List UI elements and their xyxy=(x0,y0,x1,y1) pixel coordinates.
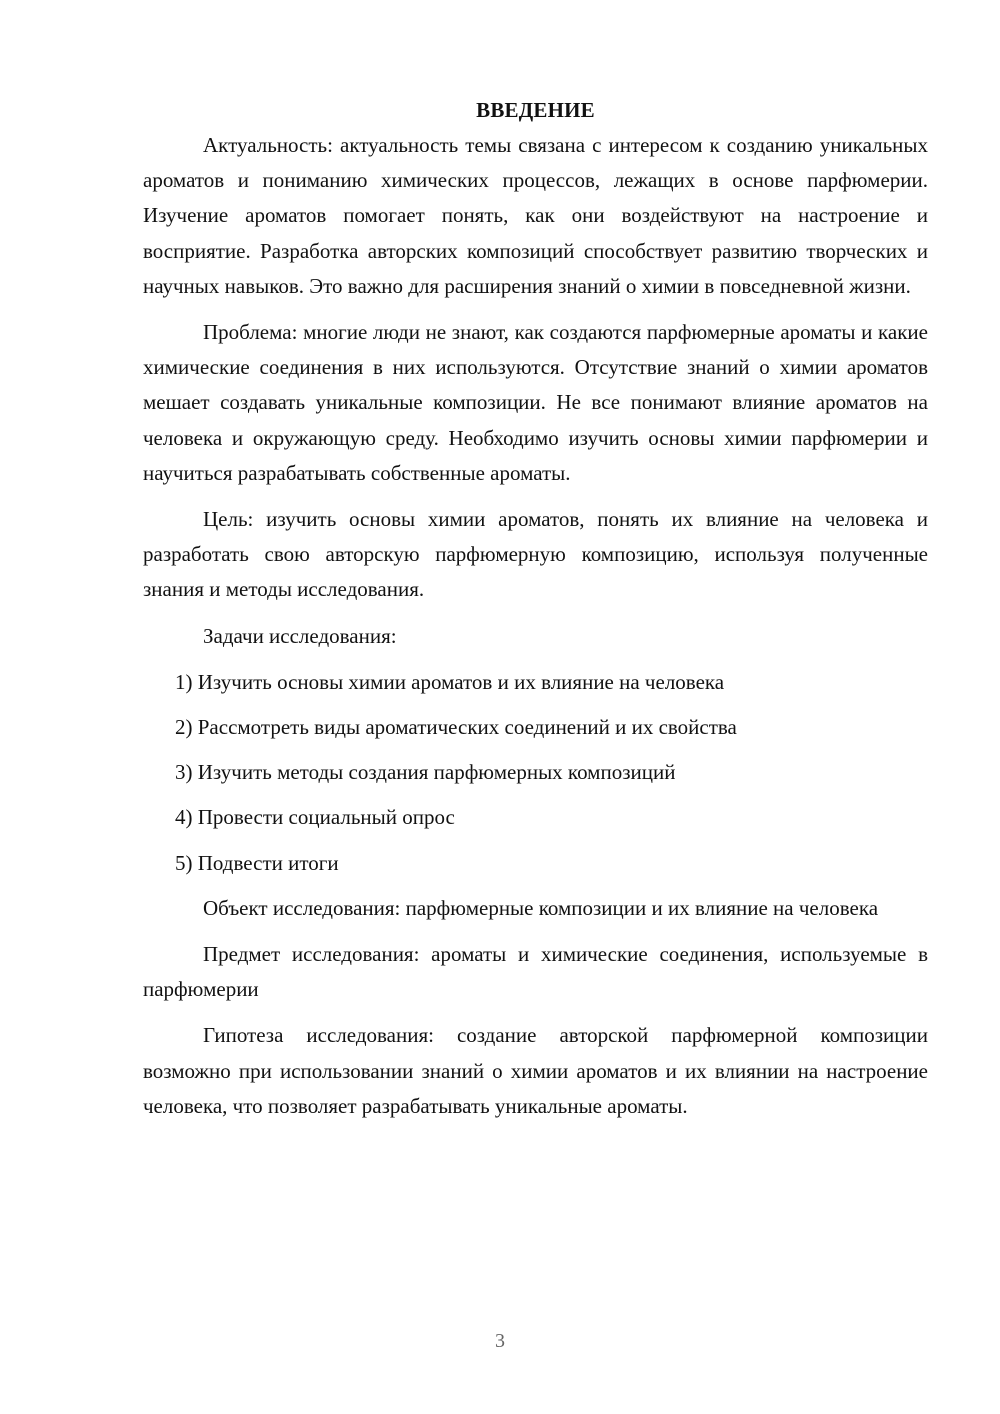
object-paragraph: Объект исследования: парфюмерные композиции и их влияние на человека xyxy=(203,895,879,920)
problem-paragraph: Проблема: многие люди не знают, как создаются парфюмерные ароматы и какие химические соединения в них используются. Отсутствие знаний о химии ароматов мешает создавать уникальные композиции. Не все понимают влияние ароматов на человека и окружающую среду. Необходимо изучить основы химии парфюмерии и научиться разрабатывать собственные ароматы. xyxy=(143,320,928,485)
task-item: 4) Провести социальный опрос xyxy=(175,805,455,830)
task-item: 5) Подвести итоги xyxy=(175,850,339,875)
task-item: 2) Рассмотреть виды ароматических соединений и их свойства xyxy=(175,715,737,740)
task-item: 3) Изучить методы создания парфюмерных композиций xyxy=(175,760,676,785)
page-content xyxy=(143,92,928,1135)
hypothesis-paragraph: Гипотеза исследования: создание авторской парфюмерной композиции возможно при использовании знаний о химии ароматов и их влиянии на настроение человека, что позволяет разрабатывать уникальные ароматы. xyxy=(143,1023,928,1118)
subject-paragraph: Предмет исследования: ароматы и химические соединения, используемые в парфюмерии xyxy=(143,942,928,1002)
goal-paragraph: Цель: изучить основы химии ароматов, понять их влияние на человека и разработать свою авторскую парфюмерную композицию, используя полученные знания и методы исследования. xyxy=(143,507,928,602)
tasks-title: Задачи исследования: xyxy=(203,623,397,648)
task-item: 1) Изучить основы химии ароматов и их влияние на человека xyxy=(175,669,725,694)
page-number: 3 xyxy=(495,1330,505,1352)
relevance-paragraph: Актуальность: актуальность темы связана с интересом к созданию уникальных ароматов и пониманию химических процессов, лежащих в основе парфюмерии. Изучение ароматов помогает понять, как они воздействуют на настроение и восприятие. Разработка авторских композиций способствует развитию творческих и научных навыков. Это важно для расширения знаний о химии в повседневной жизни. xyxy=(143,133,928,298)
task-list xyxy=(143,665,928,881)
section-heading: ВВЕДЕНИЕ xyxy=(476,98,595,122)
